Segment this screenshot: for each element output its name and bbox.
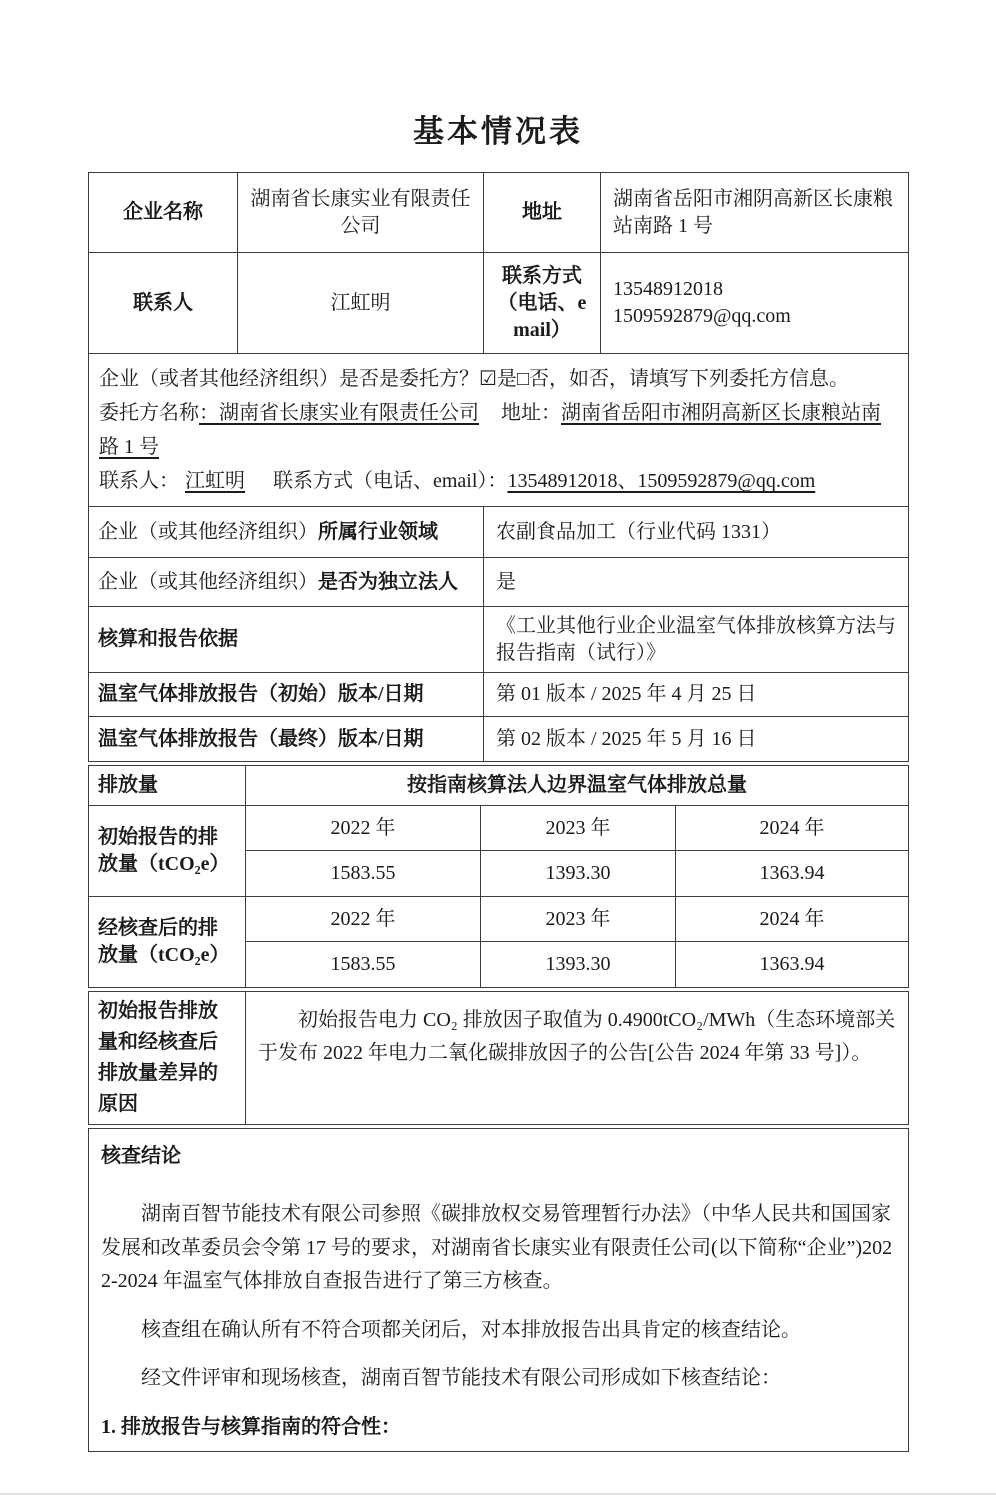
conclusion-paragraph-2: 核查组在确认所有不符合项都关闭后，对本排放报告出具肯定的核查结论。 <box>141 1318 801 1341</box>
emissions-verified-label: 经核查后的排放量（tCO₂e） <box>89 897 246 988</box>
verified-year-2022: 2022 年 <box>246 897 481 942</box>
delegation-addr-label: 地址： <box>501 402 561 424</box>
legal-label-bold: 是否为独立法人 <box>318 570 458 593</box>
difference-table <box>88 991 909 1125</box>
verified-year-2023: 2023 年 <box>481 897 676 942</box>
delegation-question-suffix: ，如否，请填写下列委托方信息。 <box>549 368 850 390</box>
table-row <box>89 173 909 253</box>
difference-label: 初始报告排放量和经核查后排放量差异的原因 <box>89 992 246 1125</box>
table-row <box>89 253 909 354</box>
conclusion-cell <box>89 1129 909 1452</box>
table-row <box>89 766 909 806</box>
initial-year-2022: 2022 年 <box>246 806 481 851</box>
legal-entity-value: 是 <box>484 558 909 607</box>
initial-value-2022: 1583.55 <box>246 851 481 897</box>
emissions-table <box>88 765 909 988</box>
industry-label-bold: 所属行业领域 <box>318 520 438 543</box>
delegation-name-address-line <box>99 396 898 464</box>
contact-method-label: 联系方式（电话、email） <box>484 253 601 354</box>
emissions-header: 按指南核算法人边界温室气体排放总量 <box>246 766 909 806</box>
checkbox-no-unchecked: □否 <box>516 368 550 390</box>
table-row <box>89 607 909 673</box>
company-name-value: 湖南省长康实业有限责任公司 <box>238 173 484 253</box>
industry-label-prefix: 企业（或其他经济组织） <box>98 520 318 543</box>
table-row <box>89 992 909 1125</box>
conclusion-heading: 核查结论 <box>101 1145 181 1167</box>
contact-label: 联系人 <box>89 253 238 354</box>
email-value: 1509592879@qq.com <box>613 305 791 327</box>
report-initial-label: 温室气体排放报告（初始）版本/日期 <box>89 673 484 717</box>
verified-year-2024: 2024 年 <box>676 897 909 942</box>
conclusion-paragraph-3: 经文件评审和现场核查，湖南百智节能技术有限公司形成如下核查结论： <box>141 1367 781 1390</box>
report-initial-value: 第 01 版本 / 2025 年 4 月 25 日 <box>484 673 909 717</box>
conclusion-table <box>88 1128 909 1452</box>
address-value: 湖南省岳阳市湘阴高新区长康粮站南路 1 号 <box>601 173 909 253</box>
table-row <box>89 354 909 507</box>
emissions-initial-label: 初始报告的排放量（tCO₂e） <box>89 806 246 897</box>
industry-label <box>89 507 484 558</box>
contact-value: 江虹明 <box>238 253 484 354</box>
legal-entity-label <box>89 558 484 607</box>
table-row <box>89 1129 909 1452</box>
difference-text: 初始报告电力 CO₂ 排放因子取值为 0.4900tCO₂/MWh（生态环境部关于发布 2022 年电力二氧化碳排放因子的公告[公告 2024 年第 33 号]）。 <box>258 1009 896 1064</box>
delegation-addr-value: 湖南省岳阳市湘阴高新区长康粮站南路 1 号 <box>99 402 881 458</box>
table-row <box>89 806 909 851</box>
report-final-value: 第 02 版本 / 2025 年 5 月 16 日 <box>484 717 909 762</box>
delegation-contact-line <box>99 464 898 498</box>
phone-value: 13548912018 <box>613 278 723 300</box>
delegation-question-line <box>99 362 898 396</box>
table-row <box>89 558 909 607</box>
table-row <box>89 717 909 762</box>
company-name-label: 企业名称 <box>89 173 238 253</box>
difference-text-cell <box>246 992 909 1125</box>
delegation-method-value: 13548912018、1509592879@qq.com <box>507 470 816 492</box>
basis-value: 《工业其他行业企业温室气体排放核算方法与报告指南（试行）》 <box>484 607 909 673</box>
delegation-name-value: ：湖南省长康实业有限责任公司 <box>199 402 479 424</box>
delegation-question: 企业（或者其他经济组织）是否是委托方？ <box>99 368 479 390</box>
delegation-contact-value: 江虹明 <box>185 470 245 492</box>
table-row <box>89 507 909 558</box>
checkbox-yes-checked: ☑是 <box>479 368 517 390</box>
legal-label-prefix: 企业（或其他经济组织） <box>98 570 318 593</box>
initial-value-2023: 1393.30 <box>481 851 676 897</box>
table-row <box>89 673 909 717</box>
verified-value-2024: 1363.94 <box>676 942 909 988</box>
delegation-name-label: 委托方名称 <box>99 402 199 424</box>
conclusion-item-1: 1. 排放报告与核算指南的符合性： <box>101 1415 401 1438</box>
industry-value: 农副食品加工（行业代码 1331） <box>484 507 909 558</box>
basis-label: 核算和报告依据 <box>89 607 484 673</box>
page-title: 基本情况表 <box>413 114 583 149</box>
delegation-block <box>89 354 909 507</box>
report-final-label: 温室气体排放报告（最终）版本/日期 <box>89 717 484 762</box>
initial-year-2023: 2023 年 <box>481 806 676 851</box>
delegation-contact-label: 联系人： <box>99 470 179 492</box>
address-label: 地址 <box>484 173 601 253</box>
table-row <box>89 897 909 942</box>
emissions-row-label: 排放量 <box>89 766 246 806</box>
delegation-method-label: 联系方式（电话、email）： <box>273 470 508 492</box>
verified-value-2022: 1583.55 <box>246 942 481 988</box>
contact-method-value <box>601 253 909 354</box>
conclusion-paragraph-1: 湖南百智节能技术有限公司参照《碳排放权交易管理暂行办法》（中华人民共和国国家发展和改革委员会令第 17 号的要求，对湖南省长康实业有限责任公司(以下简称“企业”)2022-2024 年温室气体排放自查报告进行了第三方核查。 <box>101 1203 893 1293</box>
basic-info-table <box>88 172 909 762</box>
verified-value-2023: 1393.30 <box>481 942 676 988</box>
initial-year-2024: 2024 年 <box>676 806 909 851</box>
page-edge-divider <box>0 1493 996 1495</box>
initial-value-2024: 1363.94 <box>676 851 909 897</box>
